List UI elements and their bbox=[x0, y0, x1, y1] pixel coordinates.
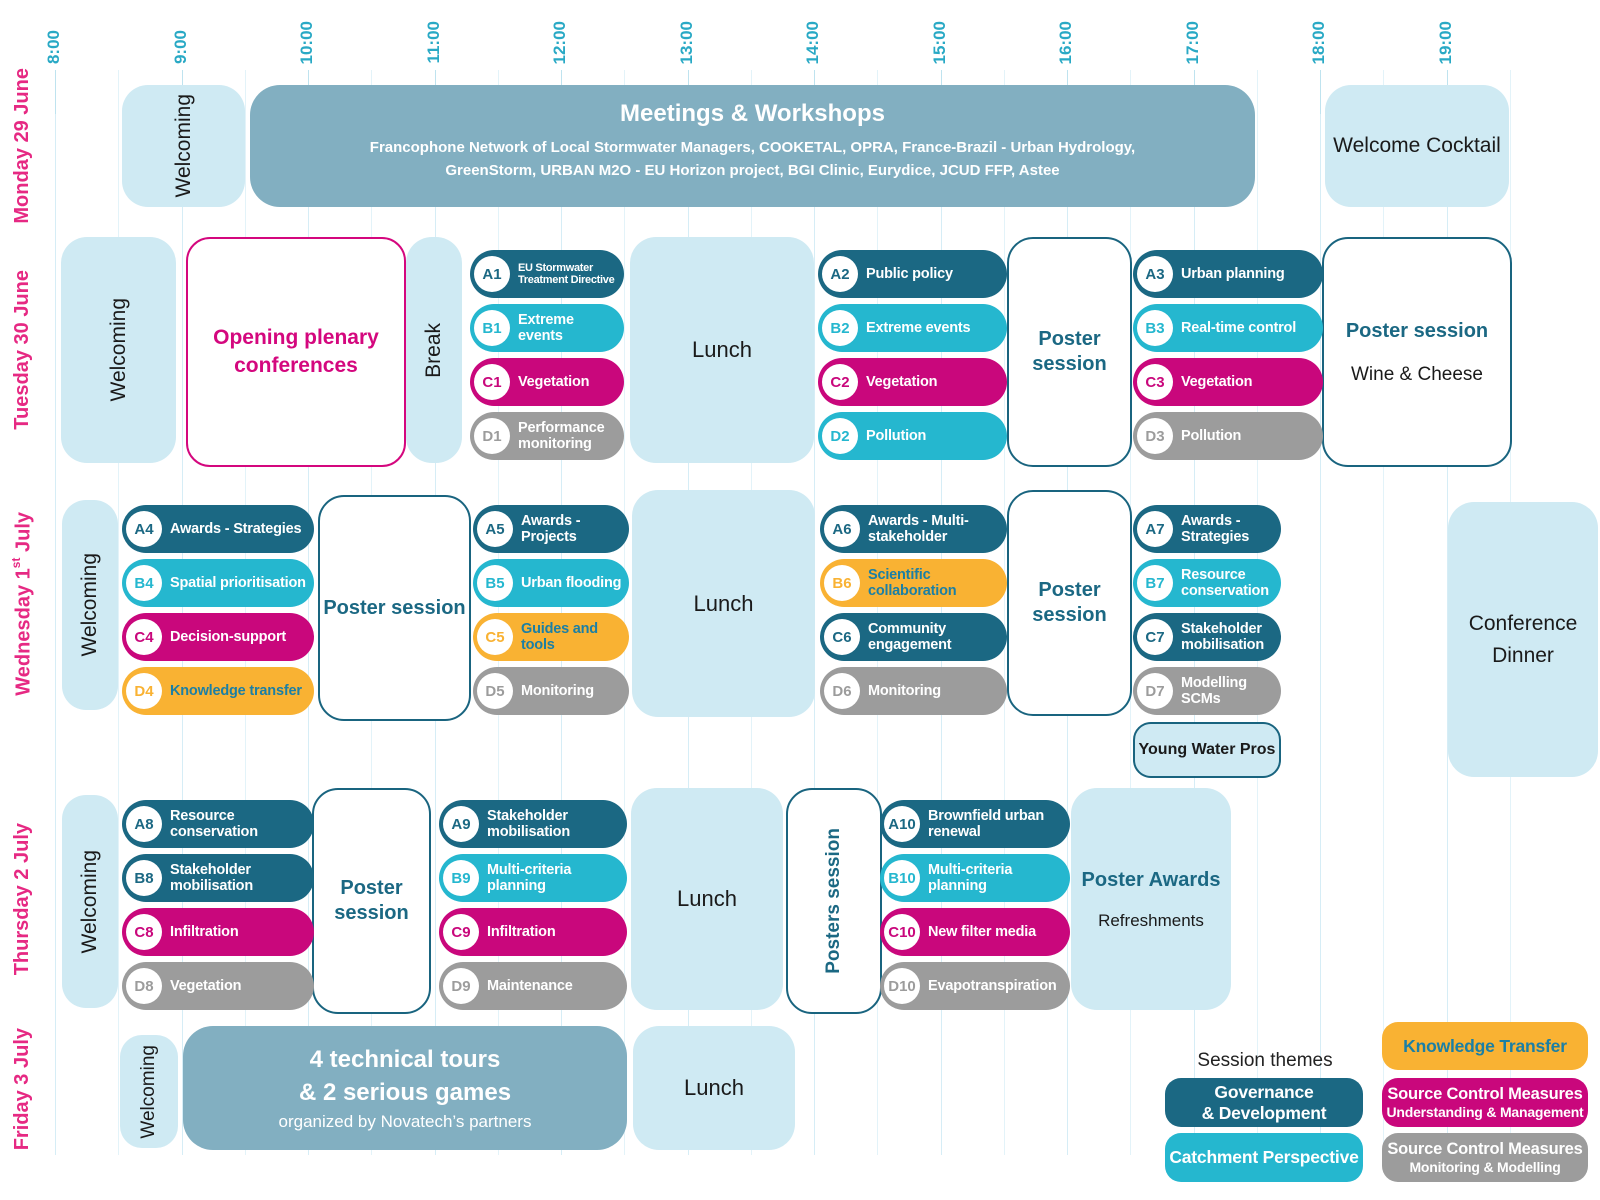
session-code-b6: B6 bbox=[824, 565, 860, 601]
welcoming-block-thursday: Welcoming bbox=[62, 795, 118, 1008]
legend-governance-development bbox=[1165, 1078, 1363, 1127]
session-label-a1: EU Stormwater Treatment Directive bbox=[518, 261, 615, 286]
session-pill-d9 bbox=[439, 962, 627, 1010]
session-label-d5: Monitoring bbox=[521, 682, 594, 699]
session-code-c9: C9 bbox=[443, 914, 479, 950]
poster-session-block-tuesday: Poster session bbox=[1007, 237, 1132, 467]
session-label-c10: New filter media bbox=[928, 923, 1036, 940]
legend-scm-monitoring-modelling bbox=[1382, 1133, 1588, 1182]
legend-governance-line2: & Development bbox=[1201, 1102, 1327, 1123]
session-code-b8: B8 bbox=[126, 860, 162, 896]
lunch-block-wednesday: Lunch bbox=[632, 490, 815, 717]
time-label-18:00: 18:00 bbox=[1309, 20, 1328, 64]
session-label-a9: Stakeholder mobilisation bbox=[487, 807, 570, 840]
meetings-workshops-block bbox=[250, 85, 1255, 207]
meetings-subtitle-line2: GreenStorm, URBAN M2O - EU Horizon project, BGI Clinic, Eurydice, JCUD FFP, Astee bbox=[445, 162, 1060, 180]
legend-scmm-line1: Source Control Measures bbox=[1387, 1139, 1583, 1158]
session-pill-a8 bbox=[122, 800, 314, 848]
day-label-friday: Friday 3 July bbox=[10, 1027, 33, 1151]
session-label-b9: Multi-criteria planning bbox=[487, 861, 572, 894]
session-pill-d2 bbox=[818, 412, 1007, 460]
poster-session-wine-cheese-block bbox=[1322, 237, 1512, 467]
session-label-b5: Urban flooding bbox=[521, 574, 622, 591]
session-code-d2: D2 bbox=[822, 418, 858, 454]
legend-scmu-line1: Source Control Measures bbox=[1387, 1084, 1583, 1103]
gridline bbox=[1383, 70, 1384, 1155]
session-code-b5: B5 bbox=[477, 565, 513, 601]
session-code-d1: D1 bbox=[474, 418, 510, 454]
lunch-block-tuesday: Lunch bbox=[630, 237, 814, 463]
session-label-d3: Pollution bbox=[1181, 427, 1242, 444]
hour-tick bbox=[55, 70, 56, 114]
session-label-d8: Vegetation bbox=[170, 977, 242, 994]
session-pill-a6 bbox=[820, 505, 1007, 553]
session-pill-a3 bbox=[1133, 250, 1323, 298]
session-label-d2: Pollution bbox=[866, 427, 927, 444]
hour-tick bbox=[1320, 70, 1321, 114]
legend-scmu-line2: Understanding & Management bbox=[1386, 1103, 1584, 1120]
meetings-subtitle-line1: Francophone Network of Local Stormwater Managers, COOKETAL, OPRA, France-Brazil - Urban Hydrology, bbox=[369, 139, 1136, 156]
session-code-c2: C2 bbox=[822, 364, 858, 400]
session-pill-a4 bbox=[122, 505, 314, 553]
legend-catchment-label: Catchment Perspective bbox=[1169, 1147, 1359, 1168]
session-code-a3: A3 bbox=[1137, 256, 1173, 292]
session-label-a10: Brownfield urban renewal bbox=[928, 807, 1045, 840]
session-pill-d10 bbox=[880, 962, 1070, 1010]
session-code-a2: A2 bbox=[822, 256, 858, 292]
session-pill-c5 bbox=[473, 613, 629, 661]
welcoming-block-wednesday: Welcoming bbox=[62, 500, 118, 710]
legend-scm-understanding-management bbox=[1382, 1078, 1588, 1127]
young-water-pros-block: Young Water Pros bbox=[1133, 722, 1281, 778]
session-code-a7: A7 bbox=[1137, 511, 1173, 547]
session-code-d5: D5 bbox=[477, 673, 513, 709]
session-label-c5: Guides and tools bbox=[521, 620, 598, 653]
session-pill-c1 bbox=[470, 358, 624, 406]
lunch-block-friday: Lunch bbox=[633, 1026, 795, 1150]
time-label-10:00: 10:00 bbox=[297, 20, 316, 64]
session-label-b1: Extreme events bbox=[518, 311, 574, 344]
session-code-b10: B10 bbox=[884, 860, 920, 896]
poster-session-title: Poster session bbox=[1345, 319, 1489, 342]
session-code-c5: C5 bbox=[477, 619, 513, 655]
session-label-c9: Infiltration bbox=[487, 923, 556, 940]
poster-session-block-wednesday-morning: Poster session bbox=[318, 495, 471, 721]
day-label-thursday: Thursday 2 July bbox=[10, 822, 33, 976]
session-pill-b6 bbox=[820, 559, 1007, 607]
session-code-b1: B1 bbox=[474, 310, 510, 346]
session-code-d8: D8 bbox=[126, 968, 162, 1004]
session-pill-d1 bbox=[470, 412, 624, 460]
session-code-c4: C4 bbox=[126, 619, 162, 655]
session-label-b8: Stakeholder mobilisation bbox=[170, 861, 253, 894]
session-label-c1: Vegetation bbox=[518, 373, 590, 390]
session-label-c3: Vegetation bbox=[1181, 373, 1253, 390]
time-label-11:00: 11:00 bbox=[423, 21, 443, 64]
session-code-c1: C1 bbox=[474, 364, 510, 400]
time-label-19:00: 19:00 bbox=[1435, 20, 1455, 64]
meetings-title: Meetings & Workshops bbox=[620, 100, 885, 127]
session-pill-b9 bbox=[439, 854, 627, 902]
gridline bbox=[118, 70, 119, 1155]
session-code-b4: B4 bbox=[126, 565, 162, 601]
legend-governance-line1: Governance bbox=[1214, 1082, 1314, 1103]
session-code-a8: A8 bbox=[126, 806, 162, 842]
session-label-b10: Multi-criteria planning bbox=[928, 861, 1013, 894]
session-label-b4: Spatial prioritisation bbox=[170, 574, 306, 591]
session-pill-c3 bbox=[1133, 358, 1323, 406]
legend-knowledge-transfer bbox=[1382, 1022, 1588, 1070]
break-block: Break bbox=[406, 237, 462, 463]
session-pill-b4 bbox=[122, 559, 314, 607]
session-code-d6: D6 bbox=[824, 673, 860, 709]
legend-scmm-line2: Monitoring & Modelling bbox=[1409, 1158, 1561, 1175]
session-pill-d5 bbox=[473, 667, 629, 715]
session-pill-b10 bbox=[880, 854, 1070, 902]
conference-dinner-block: Conference Dinner bbox=[1448, 502, 1598, 777]
session-label-a8: Resource conservation bbox=[170, 807, 258, 840]
session-pill-c4 bbox=[122, 613, 314, 661]
session-code-c10: C10 bbox=[884, 914, 920, 950]
session-pill-d7 bbox=[1133, 667, 1281, 715]
session-label-c7: Stakeholder mobilisation bbox=[1181, 620, 1264, 653]
session-code-c6: C6 bbox=[824, 619, 860, 655]
session-pill-a5 bbox=[473, 505, 629, 553]
gridline bbox=[1320, 70, 1321, 1155]
session-code-d4: D4 bbox=[126, 673, 162, 709]
session-label-d7: Modelling SCMs bbox=[1181, 674, 1247, 707]
session-code-a1: A1 bbox=[474, 256, 510, 292]
session-pill-c6 bbox=[820, 613, 1007, 661]
session-code-a4: A4 bbox=[126, 511, 162, 547]
welcome-cocktail-block: Welcome Cocktail bbox=[1325, 85, 1509, 207]
session-pill-c2 bbox=[818, 358, 1007, 406]
time-label-16:00: 16:00 bbox=[1056, 20, 1075, 64]
session-pill-c9 bbox=[439, 908, 627, 956]
session-label-a7: Awards - Strategies bbox=[1181, 512, 1250, 545]
session-code-d7: D7 bbox=[1137, 673, 1173, 709]
session-pill-c10 bbox=[880, 908, 1070, 956]
session-pill-a10 bbox=[880, 800, 1070, 848]
session-label-a5: Awards - Projects bbox=[521, 512, 581, 545]
session-label-b3: Real-time control bbox=[1181, 319, 1297, 336]
poster-awards-block bbox=[1071, 788, 1231, 1010]
session-label-b7: Resource conservation bbox=[1181, 566, 1269, 599]
time-label-17:00: 17:00 bbox=[1182, 20, 1202, 64]
session-pill-a1 bbox=[470, 250, 624, 298]
session-label-c6: Community engagement bbox=[868, 620, 952, 653]
session-pill-b2 bbox=[818, 304, 1007, 352]
session-code-d9: D9 bbox=[443, 968, 479, 1004]
time-label-12:00: 12:00 bbox=[550, 20, 569, 64]
session-pill-b3 bbox=[1133, 304, 1323, 352]
meetings-subtitle bbox=[250, 136, 1255, 183]
session-label-a4: Awards - Strategies bbox=[170, 520, 302, 537]
posters-session-block: Posters session bbox=[786, 788, 882, 1014]
lunch-block-thursday: Lunch bbox=[631, 788, 783, 1010]
session-pill-c8 bbox=[122, 908, 314, 956]
session-code-b3: B3 bbox=[1137, 310, 1173, 346]
welcoming-block-tuesday: Welcoming bbox=[61, 237, 176, 463]
session-pill-b5 bbox=[473, 559, 629, 607]
poster-awards-title: Poster Awards bbox=[1081, 868, 1221, 891]
session-pill-d3 bbox=[1133, 412, 1323, 460]
tours-line3: organized by Novatech’s partners bbox=[278, 1111, 532, 1131]
session-code-a10: A10 bbox=[884, 806, 920, 842]
welcoming-block-friday: Welcoming bbox=[120, 1035, 178, 1148]
session-pill-c7 bbox=[1133, 613, 1281, 661]
session-label-d1: Performance monitoring bbox=[518, 419, 605, 452]
session-code-a6: A6 bbox=[824, 511, 860, 547]
session-label-c4: Decision-support bbox=[170, 628, 287, 645]
day-label-monday: Monday 29 June bbox=[10, 68, 33, 224]
time-label-14:00: 14:00 bbox=[803, 20, 822, 64]
session-pill-d6 bbox=[820, 667, 1007, 715]
session-pill-b7 bbox=[1133, 559, 1281, 607]
session-label-c8: Infiltration bbox=[170, 923, 239, 940]
time-label-8:00: 8:00 bbox=[44, 29, 63, 64]
legend-title: Session themes bbox=[1197, 1050, 1333, 1071]
session-pill-a7 bbox=[1133, 505, 1281, 553]
opening-plenary-block: Opening plenary conferences bbox=[186, 237, 406, 467]
session-code-b2: B2 bbox=[822, 310, 858, 346]
session-pill-d4 bbox=[122, 667, 314, 715]
poster-session-block-wednesday-afternoon: Poster session bbox=[1007, 490, 1132, 716]
legend-knowledge-label: Knowledge Transfer bbox=[1403, 1035, 1567, 1056]
tours-line1: 4 technical tours bbox=[309, 1046, 501, 1074]
session-label-b6: Scientific collaboration bbox=[868, 566, 957, 599]
session-pill-b8 bbox=[122, 854, 314, 902]
session-code-a9: A9 bbox=[443, 806, 479, 842]
session-code-c7: C7 bbox=[1137, 619, 1173, 655]
gridline bbox=[55, 70, 56, 1155]
session-label-a3: Urban planning bbox=[1181, 265, 1285, 282]
session-code-a5: A5 bbox=[477, 511, 513, 547]
session-pill-b1 bbox=[470, 304, 624, 352]
session-code-d3: D3 bbox=[1137, 418, 1173, 454]
session-label-b2: Extreme events bbox=[866, 319, 971, 336]
session-label-a2: Public policy bbox=[866, 265, 953, 282]
session-code-c3: C3 bbox=[1137, 364, 1173, 400]
session-label-d10: Evapotranspiration bbox=[928, 977, 1057, 994]
poster-session-block-thursday: Poster session bbox=[312, 788, 431, 1014]
session-code-b9: B9 bbox=[443, 860, 479, 896]
session-pill-a9 bbox=[439, 800, 627, 848]
session-code-d10: D10 bbox=[884, 968, 920, 1004]
tours-line2: & 2 serious games bbox=[298, 1078, 512, 1106]
session-code-c8: C8 bbox=[126, 914, 162, 950]
day-label-wednesday: Wednesday 1st July bbox=[8, 511, 35, 696]
session-code-b7: B7 bbox=[1137, 565, 1173, 601]
session-label-d4: Knowledge transfer bbox=[170, 682, 302, 699]
session-label-d9: Maintenance bbox=[487, 977, 573, 994]
technical-tours-block bbox=[183, 1026, 627, 1150]
session-label-d6: Monitoring bbox=[868, 682, 941, 699]
time-label-15:00: 15:00 bbox=[929, 20, 949, 64]
time-label-9:00: 9:00 bbox=[170, 29, 190, 64]
session-label-a6: Awards - Multi-stakeholder bbox=[868, 512, 969, 545]
refreshments-label: Refreshments bbox=[1098, 910, 1204, 930]
session-label-c2: Vegetation bbox=[866, 373, 938, 390]
session-pill-d8 bbox=[122, 962, 314, 1010]
welcoming-block-monday: Welcoming bbox=[122, 85, 245, 207]
session-pill-a2 bbox=[818, 250, 1007, 298]
time-label-13:00: 13:00 bbox=[676, 20, 696, 64]
day-label-tuesday: Tuesday 30 June bbox=[10, 270, 33, 430]
wine-cheese-label: Wine & Cheese bbox=[1350, 363, 1483, 385]
legend-catchment-perspective bbox=[1165, 1133, 1363, 1182]
